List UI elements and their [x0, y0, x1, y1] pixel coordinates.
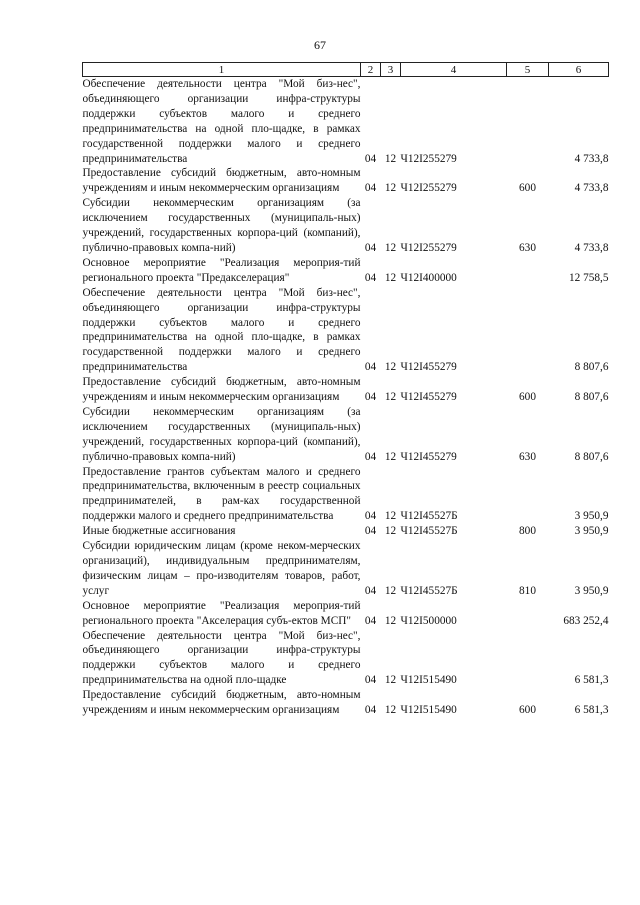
- table-row: [83, 196, 609, 256]
- row-amount: 3 950,9: [574, 584, 609, 597]
- row-amount: 3 950,9: [574, 525, 609, 538]
- row-description: Предоставление субсидий бюджетным, авто-номным учреждениям и иным некоммерческим организациям: [82, 167, 361, 195]
- row-subsection: 12: [384, 152, 397, 165]
- row-section: 04: [364, 241, 377, 254]
- row-amount: 12 758,5: [568, 271, 609, 284]
- row-expense-type: [507, 599, 549, 629]
- row-expense-type: 800: [519, 525, 536, 538]
- col-header-4: 4: [401, 63, 507, 77]
- row-subsection: 12: [384, 182, 397, 195]
- row-description: Обеспечение деятельности центра "Мой биз-нес", объединяющего организации инфра-структуры поддержки субъектов малого и среднего предпринимательства на одной пло-щадке: [82, 629, 361, 687]
- row-description: Обеспечение деятельности центра "Мой биз-нес", объединяющего организации инфра-структуры поддержки субъектов малого и среднего предпринимательства на одной пло-щадке, в рамках государственной поддержки малого и среднего предпринимательства: [82, 286, 361, 374]
- row-subsection: 12: [384, 361, 397, 374]
- row-section: 04: [364, 510, 377, 523]
- row-target-article: Ч12I515490: [400, 674, 457, 687]
- row-section: 04: [364, 614, 377, 627]
- row-expense-type: 600: [519, 391, 536, 404]
- row-amount: 3 950,9: [574, 510, 609, 523]
- col-header-2: 2: [361, 63, 381, 77]
- row-target-article: Ч12I255279: [400, 152, 457, 165]
- table-row: [83, 77, 609, 167]
- table-row: [83, 256, 609, 286]
- row-description: Предоставление субсидий бюджетным, авто-номным учреждениям и иным некоммерческим организациям: [82, 376, 361, 404]
- table-row: [83, 405, 609, 465]
- row-subsection: 12: [384, 614, 397, 627]
- row-amount: 683 252,4: [563, 614, 609, 627]
- row-target-article: Ч12I45527Б: [400, 510, 458, 523]
- col-header-6: 6: [549, 63, 609, 77]
- row-expense-type: [507, 465, 549, 525]
- col-header-1: 1: [83, 63, 361, 77]
- row-section: 04: [364, 674, 377, 687]
- row-section: 04: [364, 391, 377, 404]
- page-number: 67: [314, 38, 326, 52]
- row-target-article: Ч12I45527Б: [400, 525, 458, 538]
- row-subsection: 12: [384, 241, 397, 254]
- table-row: [83, 465, 609, 525]
- budget-table: [82, 62, 609, 718]
- row-section: 04: [364, 525, 377, 538]
- row-target-article: Ч12I45527Б: [400, 584, 458, 597]
- row-expense-type: [507, 77, 549, 167]
- row-section: 04: [364, 271, 377, 284]
- row-expense-type: 600: [519, 182, 536, 195]
- row-description: Основное мероприятие "Реализация мероприя-тий регионального проекта "Акселерация субъ-ектов МСП": [82, 599, 361, 627]
- row-target-article: Ч12I400000: [400, 271, 457, 284]
- row-expense-type: 600: [519, 704, 536, 717]
- table-row: [83, 688, 609, 718]
- row-subsection: 12: [384, 525, 397, 538]
- row-description: Субсидии некоммерческим организациям (за исключением государственных (муниципаль-ных) учреждений, государственных корпора-ций (компаний), публично-правовых компа-ний): [82, 405, 361, 463]
- row-target-article: Ч12I255279: [400, 182, 457, 195]
- row-section: 04: [364, 584, 377, 597]
- table-row: [83, 539, 609, 599]
- row-subsection: 12: [384, 271, 397, 284]
- row-expense-type: 810: [519, 584, 536, 597]
- table-row: [83, 166, 609, 196]
- row-target-article: Ч12I515490: [400, 704, 457, 717]
- row-section: 04: [364, 152, 377, 165]
- col-header-3: 3: [381, 63, 401, 77]
- row-description: Обеспечение деятельности центра "Мой биз-нес", объединяющего организации инфра-структуры поддержки субъектов малого и среднего предпринимательства на одной пло-щадке, в рамках государственной поддержки малого и среднего предпринимательства: [82, 78, 361, 165]
- row-expense-type: [507, 256, 549, 286]
- table-row: [83, 286, 609, 375]
- row-expense-type: [507, 629, 549, 689]
- row-subsection: 12: [384, 450, 397, 463]
- row-description: Предоставление грантов субъектам малого и среднего предпринимательства, включенным в реестр социальных предпринимателей, в рам-ках государственной поддержки малого и среднего предпринимательства: [82, 465, 361, 523]
- table-row: [83, 524, 609, 539]
- row-description: Основное мероприятие "Реализация мероприя-тий регионального проекта "Предакселерация": [82, 256, 361, 284]
- row-description: Субсидии некоммерческим организациям (за исключением государственных (муниципаль-ных) учреждений, государственных корпора-ций (компаний), публично-правовых компа-ний): [82, 197, 361, 254]
- row-expense-type: 630: [519, 241, 536, 254]
- row-description: Субсидии юридическим лицам (кроме неком-мерческих организаций), индивидуальным предпринимателям, физическим лицам – про-изводителям товаров, работ, услуг: [82, 540, 361, 597]
- row-amount: 8 807,6: [574, 391, 609, 404]
- row-subsection: 12: [384, 584, 397, 597]
- row-amount: 8 807,6: [574, 361, 609, 374]
- row-amount: 4 733,8: [574, 182, 609, 195]
- row-subsection: 12: [384, 510, 397, 523]
- row-section: 04: [364, 450, 377, 463]
- row-amount: 4 733,8: [574, 152, 609, 165]
- row-section: 04: [364, 704, 377, 717]
- row-subsection: 12: [384, 391, 397, 404]
- row-target-article: Ч12I500000: [400, 614, 457, 627]
- row-amount: 6 581,3: [574, 704, 609, 717]
- row-description: Предоставление субсидий бюджетным, авто-номным учреждениям и иным некоммерческим организациям: [82, 689, 361, 717]
- row-expense-type: 630: [519, 450, 536, 463]
- table-row: [83, 599, 609, 629]
- table-row: [83, 629, 609, 689]
- row-amount: 4 733,8: [574, 241, 609, 254]
- row-target-article: Ч12I455279: [400, 361, 457, 374]
- row-target-article: Ч12I455279: [400, 450, 457, 463]
- row-subsection: 12: [384, 674, 397, 687]
- table-row: [83, 375, 609, 405]
- row-target-article: Ч12I455279: [400, 391, 457, 404]
- row-subsection: 12: [384, 704, 397, 717]
- row-section: 04: [364, 361, 377, 374]
- row-amount: 6 581,3: [574, 674, 609, 687]
- row-section: 04: [364, 182, 377, 195]
- row-description: Иные бюджетные ассигнования: [82, 525, 236, 538]
- row-target-article: Ч12I255279: [400, 241, 457, 254]
- row-amount: 8 807,6: [574, 450, 609, 463]
- column-number-header: [83, 63, 609, 77]
- row-expense-type: [507, 286, 549, 375]
- col-header-5: 5: [507, 63, 549, 77]
